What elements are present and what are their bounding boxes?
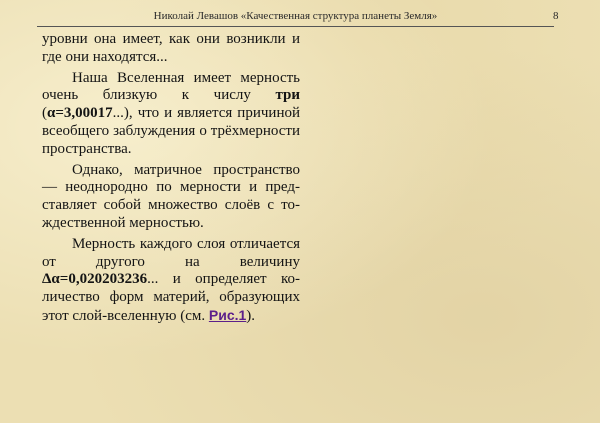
paragraph-text: (	[42, 105, 47, 122]
paragraph-continuation	[42, 31, 300, 67]
paragraph-text: уровни она имеет, как они возникли и где они находятся...	[42, 31, 300, 65]
paragraph-text: ...), что и является причиной всеобщего заблуждения о трёхмерности пространства.	[42, 105, 300, 157]
page-number: 8	[553, 10, 559, 22]
paragraph-layer-dimension	[42, 236, 300, 326]
paragraph-text: ).	[246, 307, 256, 324]
paragraph-text: Однако, матричное пространство — неоднородно по мерности и представляет собой множество слоёв с тождественной мерностью.	[42, 161, 300, 231]
paragraph-matrix-space	[42, 162, 300, 233]
paragraph-text: Мерность каждого слоя отличается от другого на величину	[42, 235, 300, 270]
running-head: Николай Левашов «Качественная структура планеты Земля»	[153, 10, 438, 22]
paragraph-dimension	[42, 70, 300, 159]
paragraph-text: Наша Вселенная имеет мерность очень близкую к числу	[42, 69, 300, 104]
header-divider	[37, 26, 554, 27]
bold-delta-alpha-value: Δα=0,020203236	[42, 271, 148, 288]
figure-1-link[interactable]: Рис.1	[208, 306, 247, 323]
paragraph-text: ... и определяет количество форм материй, образующих этот слой-вселенную (см.	[42, 271, 300, 324]
bold-word: три	[275, 87, 300, 104]
page-body	[42, 31, 300, 329]
bold-alpha-value: α=3,00017	[47, 105, 113, 122]
